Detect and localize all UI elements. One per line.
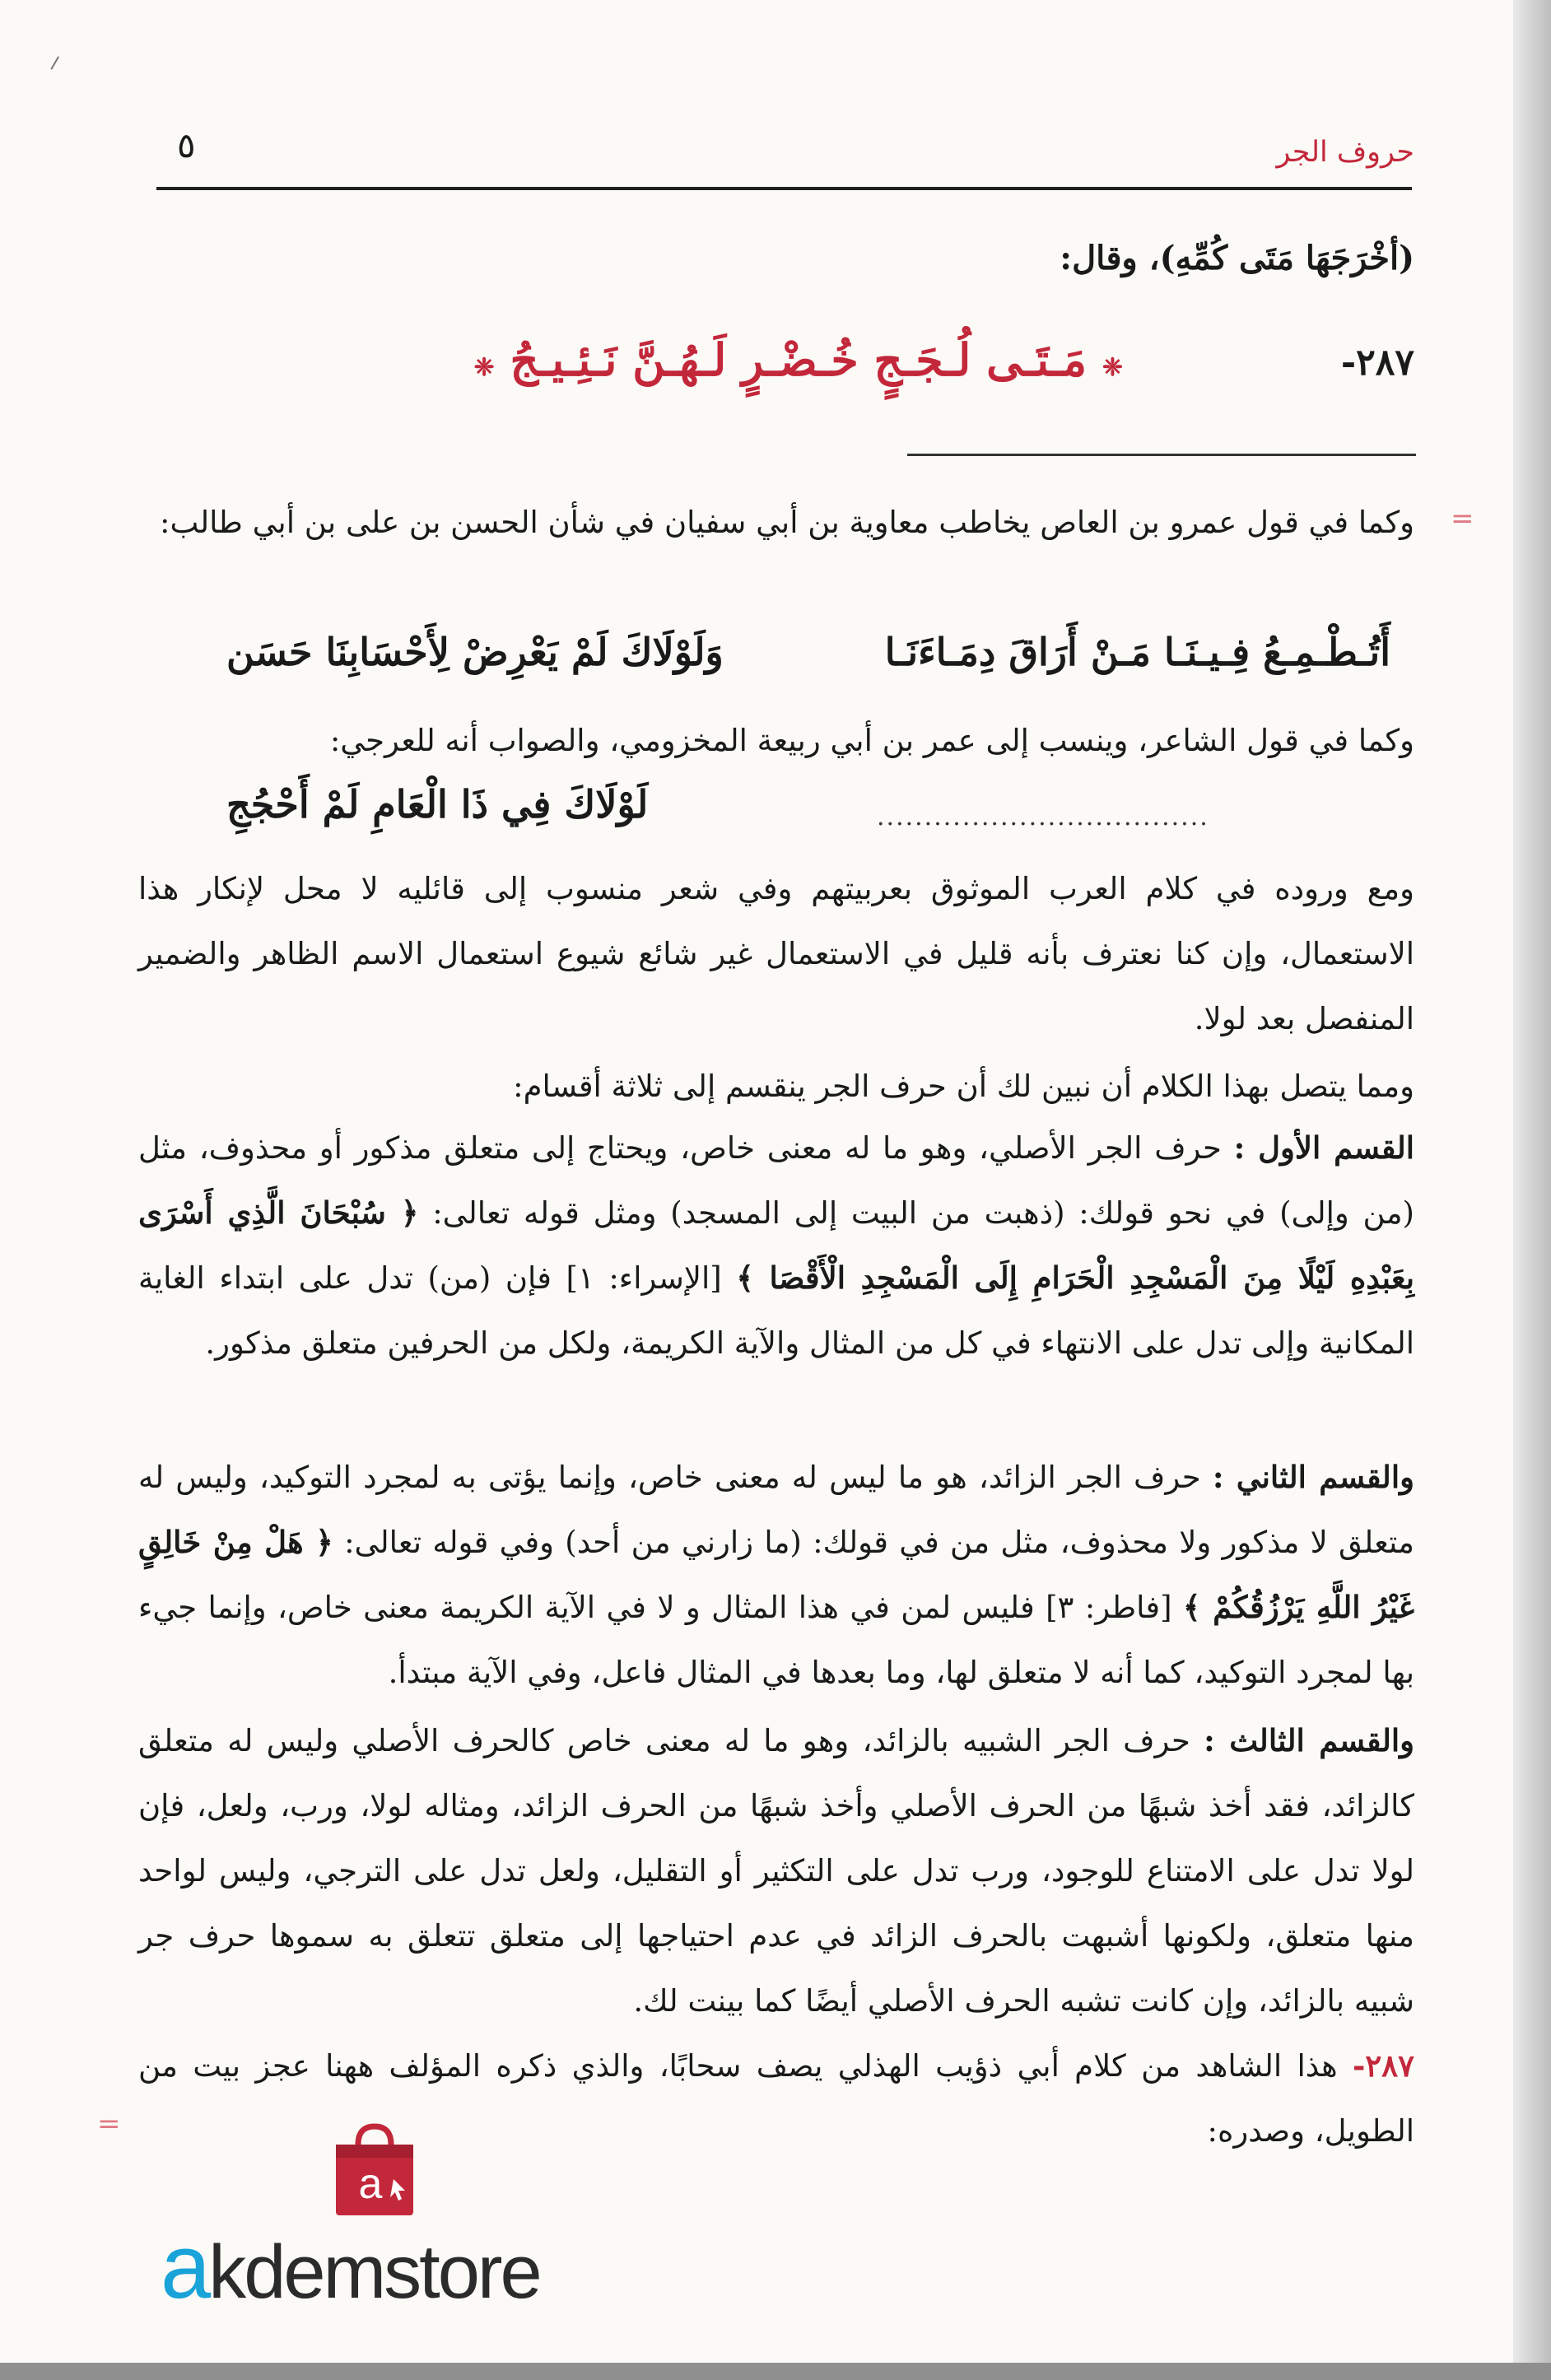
verse2-elided-dots: ................................... <box>877 803 1209 831</box>
footnote-text: هذا الشاهد من كلام أبي ذؤيب الهذلي يصف سحابًا، والذي ذكره المؤلف ههنا عجز بيت من الطويل، وصدره: <box>138 2048 1414 2149</box>
paragraph-2: وكما في قول الشاعر، وينسب إلى عمر بن أبي ربيعة المخزومي، والصواب أنه للعرجي: <box>329 723 1414 758</box>
margin-mark-top: = <box>1451 502 1474 535</box>
section-2 <box>138 1445 1414 1705</box>
verse-separator-rule <box>907 454 1416 456</box>
section-2-label: والقسم الثاني : <box>1212 1459 1414 1495</box>
section-2-quran: ﴿ هَلْ مِنْ خَالِقٍ غَيْرُ اللَّهِ يَرْزُقُكُمْ ﴾ <box>138 1524 1414 1625</box>
section-1-tail: فإن (من) تدل على ابتداء الغاية المكانية وإلى تدل على الانتهاء في كل من المثال والآية الكريمة، ولكل من الحرفين متعلق مذكور. <box>138 1260 1414 1361</box>
verse-red-line <box>474 333 1123 386</box>
section-1-ref: [الإسراء: ١] <box>566 1260 722 1296</box>
section-1-label: القسم الأول : <box>1233 1129 1415 1166</box>
bottom-band <box>0 2363 1551 2380</box>
section-1-quran: ﴿ سُبْحَانَ الَّذِي أَسْرَى بِعَبْدِهِ لَيْلًا مِنَ الْمَسْجِدِ الْحَرَامِ إِلَى الْمَسْجِدِ الْأَقْصَا ﴾ <box>138 1195 1414 1296</box>
shopping-bag-icon <box>329 2120 420 2219</box>
verse1-left-hemistich: وَلَوْلَاكَ لَمْ يَعْرِضْ لِأَحْسَابِنَا حَسَن <box>226 630 724 674</box>
section-3-text: حرف الجر الشبيه بالزائد، وهو ما له معنى خاص كالحرف الأصلي وليس له متعلق كالزائد، فقد أخذ شبهًا من الحرف الأصلي وأخذ شبهًا من الحرف الزائد، ومثاله لولا، ورب، ولعل، فإن لولا تدل على الامتناع للوجود، ورب تدل على التكثير أو التقليل، ولعل تدل على الترجي، وليس لواحد منها متعلق، ولكونها أشبهت بالحرف الزائد في عدم احتياجها إلى متعلق تتعلق به سموها حرف جر شبيه بالزائد، وإن كانت تشبه الحرف الأصلي أيضًا كما بينت لك. <box>138 1723 1414 2019</box>
footnote-number: ٢٨٧- <box>1353 2047 1415 2084</box>
section-3 <box>138 1708 1414 2033</box>
section-1 <box>138 1115 1414 1376</box>
section-1-text: حرف الجر الأصلي، وهو ما له معنى خاص، ويحتاج إلى متعلق مذكور أو محذوف، مثل (من وإلى) في نحو قولك: (ذهبت من البيت إلى المسجد) ومثل قوله تعالى: <box>138 1130 1414 1231</box>
ornament-left-icon: ❈ <box>473 353 495 382</box>
logo-letter-a: a <box>161 2216 209 2317</box>
paragraph-4: ومما يتصل بهذا الكلام أن نبين لك أن حرف الجر ينقسم إلى ثلاثة أقسام: <box>513 1069 1414 1104</box>
page-number: ٥ <box>177 125 196 165</box>
verse1-right-hemistich: أَتُـطْـمِـعُ فِـيـنَـا مَـنْ أَرَاقَ دِمَـاءَنَـا <box>884 630 1390 674</box>
paragraph-3: ومع وروده في كلام العرب الموثوق بعربيتهم وفي شعر منسوب إلى قائليه لا محل لإنكار هذا الاستعمال، وإن كنا نعترف بأنه قليل في الاستعمال غير شائع شيوع استعمال الاسم الظاهر والضمير المنفصل بعد لولا. <box>138 871 1414 1036</box>
logo-rest: kdemstore <box>208 2230 540 2314</box>
section-2-text: حرف الجر الزائد، هو ما ليس له معنى خاص، وإنما يؤتى به لمجرد التوكيد، وليس له متعلق لا مذكور ولا محذوف، مثل من في قولك: (ما زارني من أحد) وفي قوله تعالى: <box>138 1460 1414 1560</box>
ornament-right-icon: ❈ <box>1102 353 1123 382</box>
page-edge-shadow <box>1513 0 1551 2380</box>
verse-red-text: مَـتَـى لُـجَـجٍ خُـضْـرٍ لَـهُـنَّ نَـئِـيـجُ <box>510 333 1088 386</box>
paragraph-1: وكما في قول عمرو بن العاص يخاطب معاوية بن أبي سفيان في شأن الحسن بن على بن أبي طالب: <box>160 505 1414 540</box>
running-header-title: حروف الجر <box>1276 136 1414 169</box>
bag-letter: a <box>358 2160 383 2208</box>
logo-wordmark <box>161 2215 540 2319</box>
section-3-label: والقسم الثالث : <box>1204 1722 1415 1758</box>
verse2-left-hemistich: لَوْلَاكَ فِي ذَا الْعَامِ لَمْ أَحْجُجِ <box>226 782 649 827</box>
akdemstore-logo <box>161 2120 589 2367</box>
header-rule <box>156 187 1412 190</box>
section-2-tail: [فاطر: ٣] فليس لمن في هذا المثال و لا في الآية الكريمة معنى خاص، وإنما جيء بها لمجرد التوكيد، كما أنه لا متعلق لها، وما بعدها في المثال فاعل، وفي الآية مبتدأ. <box>138 1590 1414 1690</box>
top-line-1: (أخْرَجَهَا مَتَى كُمِّهِ)، وقال: <box>1060 239 1414 277</box>
verse-number: ٢٨٧- <box>1340 342 1414 384</box>
margin-mark-bottom: = <box>97 2108 121 2140</box>
